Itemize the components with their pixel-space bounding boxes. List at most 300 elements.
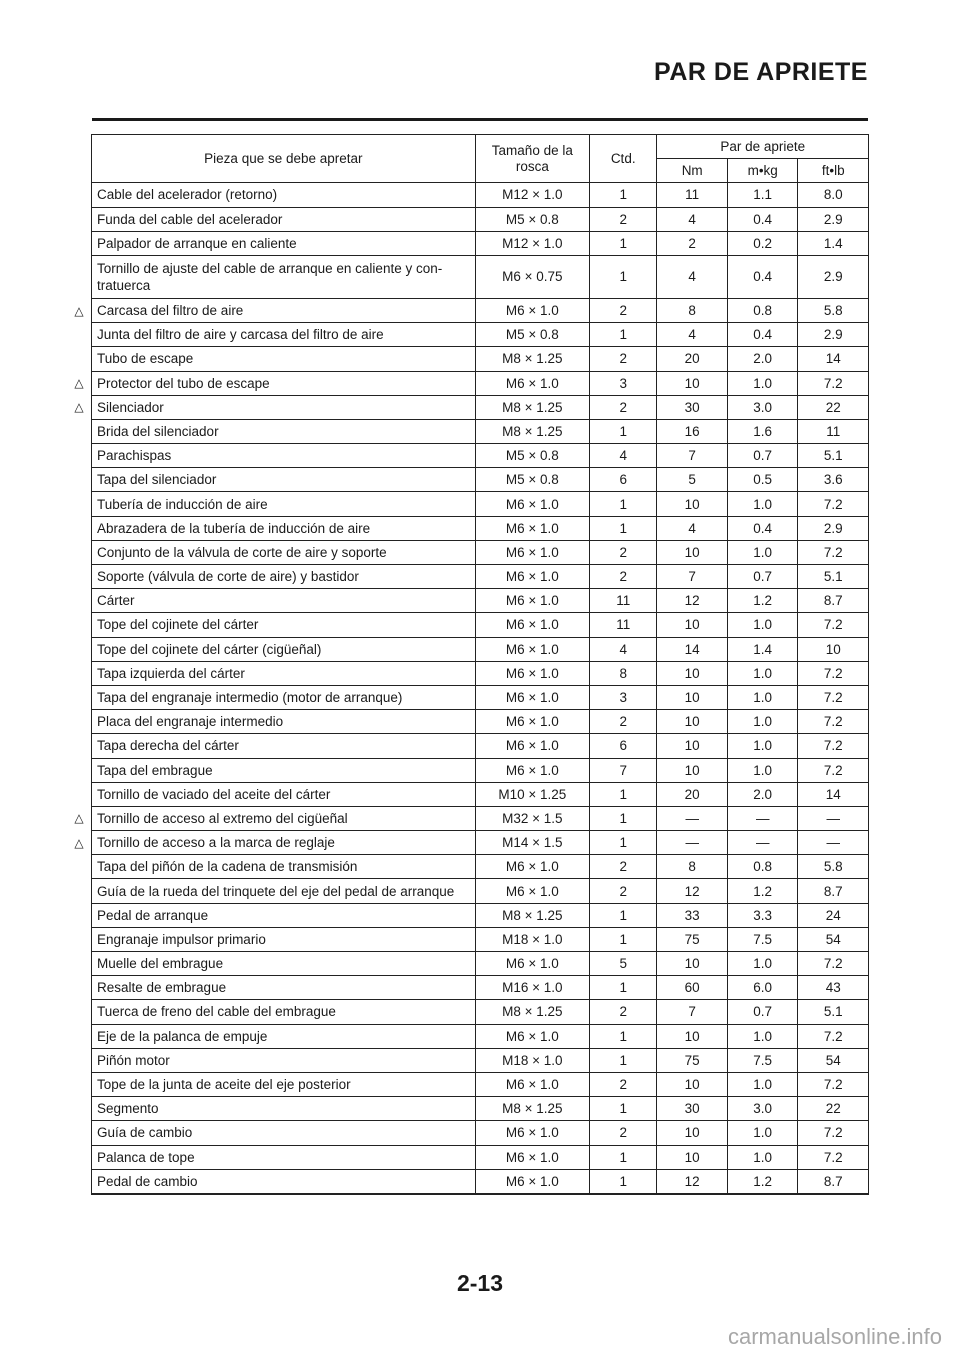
table-row	[92, 1145, 869, 1169]
cell-nm: 4	[657, 323, 727, 347]
cell-ftlb: 5.1	[798, 1000, 869, 1024]
cell-ftlb: 5.1	[798, 565, 869, 589]
cell-ftlb: 22	[798, 1097, 869, 1121]
cell-qty: 1	[589, 516, 657, 540]
cell-size: M6 × 1.0	[475, 1024, 589, 1048]
cell-ftlb: 3.6	[798, 468, 869, 492]
cell-size: M32 × 1.5	[475, 806, 589, 830]
cell-size: M6 × 1.0	[475, 1169, 589, 1194]
cell-part: Tornillo de ajuste del cable de arranque en caliente y con- tratuerca	[92, 255, 476, 298]
cell-qty: 6	[589, 468, 657, 492]
cell-part: Carcasa del filtro de aire	[92, 298, 476, 322]
cell-part: Tubería de inducción de aire	[92, 492, 476, 516]
cell-qty: 1	[589, 323, 657, 347]
cell-part: Tornillo de acceso a la marca de reglaje	[92, 831, 476, 855]
cell-size: M6 × 1.0	[475, 758, 589, 782]
cell-mkg: 1.6	[727, 419, 798, 443]
cell-ftlb: 2.9	[798, 516, 869, 540]
cell-qty: 5	[589, 952, 657, 976]
cell-part: Tapa izquierda del cárter	[92, 661, 476, 685]
table-row	[92, 831, 869, 855]
cell-nm: 20	[657, 782, 727, 806]
header-torque: Par de apriete	[657, 135, 869, 159]
cell-mkg: 0.7	[727, 444, 798, 468]
cell-nm: 30	[657, 1097, 727, 1121]
cell-mkg: —	[727, 831, 798, 855]
cell-ftlb: 22	[798, 395, 869, 419]
cell-qty: 2	[589, 347, 657, 371]
cell-size: M6 × 1.0	[475, 952, 589, 976]
cell-size: M6 × 1.0	[475, 661, 589, 685]
cell-qty: 2	[589, 540, 657, 564]
cell-qty: 3	[589, 371, 657, 395]
cell-ftlb: 7.2	[798, 685, 869, 709]
cell-mkg: 0.2	[727, 231, 798, 255]
cell-mkg: 0.4	[727, 207, 798, 231]
cell-mkg: 1.0	[727, 613, 798, 637]
table-row	[92, 661, 869, 685]
marker-triangle-icon: △	[74, 303, 84, 318]
cell-ftlb: 8.7	[798, 879, 869, 903]
cell-ftlb: 7.2	[798, 371, 869, 395]
cell-qty: 1	[589, 903, 657, 927]
cell-part: Funda del cable del acelerador	[92, 207, 476, 231]
header-nm: Nm	[657, 159, 727, 183]
cell-mkg: 1.0	[727, 492, 798, 516]
cell-size: M6 × 1.0	[475, 879, 589, 903]
cell-mkg: 1.0	[727, 1072, 798, 1096]
cell-part: Tornillo de vaciado del aceite del cárter	[92, 782, 476, 806]
cell-mkg: 1.0	[727, 371, 798, 395]
cell-nm: 20	[657, 347, 727, 371]
cell-qty: 2	[589, 1121, 657, 1145]
header-mkg: m•kg	[727, 159, 798, 183]
table-body	[92, 183, 869, 1194]
cell-qty: 1	[589, 255, 657, 298]
cell-nm: 12	[657, 589, 727, 613]
cell-qty: 1	[589, 927, 657, 951]
cell-part: Eje de la palanca de empuje	[92, 1024, 476, 1048]
cell-qty: 1	[589, 976, 657, 1000]
cell-ftlb: 5.1	[798, 444, 869, 468]
cell-ftlb: 7.2	[798, 710, 869, 734]
cell-size: M5 × 0.8	[475, 444, 589, 468]
table-row	[92, 444, 869, 468]
marker-triangle-icon: △	[74, 811, 84, 826]
header-size: Tamaño de la rosca	[475, 135, 589, 183]
cell-nm: 4	[657, 207, 727, 231]
table-row	[92, 927, 869, 951]
cell-ftlb: 8.7	[798, 1169, 869, 1194]
cell-part: Pedal de arranque	[92, 903, 476, 927]
cell-ftlb: 1.4	[798, 231, 869, 255]
cell-mkg: 7.5	[727, 1048, 798, 1072]
cell-nm: 4	[657, 516, 727, 540]
cell-nm: 10	[657, 1072, 727, 1096]
cell-qty: 2	[589, 879, 657, 903]
cell-qty: 1	[589, 1048, 657, 1072]
cell-nm: 10	[657, 492, 727, 516]
cell-nm: 4	[657, 255, 727, 298]
cell-part: Guía de la rueda del trinquete del eje del pedal de arranque	[92, 879, 476, 903]
page-number: 2-13	[456, 1270, 504, 1296]
cell-ftlb: 7.2	[798, 540, 869, 564]
cell-ftlb: —	[798, 806, 869, 830]
page-title: PAR DE APRIETE	[654, 58, 868, 86]
cell-ftlb: 7.2	[798, 758, 869, 782]
cell-size: M12 × 1.0	[475, 183, 589, 207]
cell-mkg: 0.4	[727, 323, 798, 347]
cell-part: Tapa del piñón de la cadena de transmisión	[92, 855, 476, 879]
cell-part: Guía de cambio	[92, 1121, 476, 1145]
cell-ftlb: —	[798, 831, 869, 855]
cell-size: M6 × 1.0	[475, 710, 589, 734]
cell-nm: 14	[657, 637, 727, 661]
cell-mkg: 0.8	[727, 855, 798, 879]
cell-qty: 1	[589, 1145, 657, 1169]
cell-nm: —	[657, 806, 727, 830]
cell-part: Tope del cojinete del cárter (cigüeñal)	[92, 637, 476, 661]
cell-qty: 1	[589, 183, 657, 207]
marker-column	[72, 0, 90, 1358]
cell-nm: 10	[657, 1024, 727, 1048]
cell-qty: 2	[589, 1072, 657, 1096]
cell-part: Tapa del engranaje intermedio (motor de arranque)	[92, 685, 476, 709]
cell-mkg: 0.7	[727, 1000, 798, 1024]
cell-nm: 75	[657, 1048, 727, 1072]
cell-part: Muelle del embrague	[92, 952, 476, 976]
cell-nm: 60	[657, 976, 727, 1000]
cell-ftlb: 54	[798, 1048, 869, 1072]
cell-nm: 16	[657, 419, 727, 443]
cell-ftlb: 7.2	[798, 1121, 869, 1145]
table-row	[92, 806, 869, 830]
table-row	[92, 207, 869, 231]
cell-mkg: 0.8	[727, 298, 798, 322]
cell-size: M6 × 1.0	[475, 298, 589, 322]
cell-size: M6 × 1.0	[475, 1121, 589, 1145]
torque-table	[91, 134, 869, 1195]
cell-mkg: 1.2	[727, 1169, 798, 1194]
cell-nm: 5	[657, 468, 727, 492]
cell-size: M6 × 1.0	[475, 685, 589, 709]
cell-nm: 10	[657, 661, 727, 685]
cell-nm: 8	[657, 855, 727, 879]
cell-size: M6 × 1.0	[475, 855, 589, 879]
cell-part: Tapa del silenciador	[92, 468, 476, 492]
cell-nm: 10	[657, 758, 727, 782]
cell-qty: 11	[589, 589, 657, 613]
cell-mkg: 1.0	[727, 540, 798, 564]
table-row	[92, 255, 869, 298]
cell-part: Tapa del embrague	[92, 758, 476, 782]
cell-nm: 10	[657, 1121, 727, 1145]
cell-part: Abrazadera de la tubería de inducción de aire	[92, 516, 476, 540]
table-row	[92, 782, 869, 806]
marker-triangle-icon: △	[74, 835, 84, 850]
cell-size: M18 × 1.0	[475, 1048, 589, 1072]
table-row	[92, 855, 869, 879]
cell-size: M14 × 1.5	[475, 831, 589, 855]
cell-qty: 4	[589, 444, 657, 468]
cell-size: M16 × 1.0	[475, 976, 589, 1000]
cell-nm: 10	[657, 613, 727, 637]
cell-part: Tubo de escape	[92, 347, 476, 371]
table-row	[92, 347, 869, 371]
cell-ftlb: 11	[798, 419, 869, 443]
table-row	[92, 492, 869, 516]
cell-size: M6 × 1.0	[475, 516, 589, 540]
cell-qty: 1	[589, 831, 657, 855]
cell-size: M5 × 0.8	[475, 468, 589, 492]
table-row	[92, 183, 869, 207]
table-row	[92, 323, 869, 347]
cell-nm: 30	[657, 395, 727, 419]
cell-size: M6 × 1.0	[475, 1072, 589, 1096]
cell-mkg: 2.0	[727, 347, 798, 371]
cell-part: Brida del silenciador	[92, 419, 476, 443]
cell-part: Segmento	[92, 1097, 476, 1121]
cell-part: Pedal de cambio	[92, 1169, 476, 1194]
header-qty: Ctd.	[589, 135, 657, 183]
cell-ftlb: 24	[798, 903, 869, 927]
cell-qty: 6	[589, 734, 657, 758]
cell-mkg: 3.0	[727, 1097, 798, 1121]
cell-mkg: 1.0	[727, 952, 798, 976]
cell-part: Parachispas	[92, 444, 476, 468]
cell-mkg: 1.0	[727, 758, 798, 782]
cell-nm: 10	[657, 952, 727, 976]
cell-mkg: 1.0	[727, 685, 798, 709]
cell-part: Tope del cojinete del cárter	[92, 613, 476, 637]
table-row	[92, 468, 869, 492]
cell-nm: 12	[657, 879, 727, 903]
table-row	[92, 1072, 869, 1096]
cell-mkg: 1.0	[727, 1145, 798, 1169]
cell-part: Soporte (válvula de corte de aire) y bastidor	[92, 565, 476, 589]
cell-mkg: 1.0	[727, 661, 798, 685]
cell-nm: 11	[657, 183, 727, 207]
cell-ftlb: 10	[798, 637, 869, 661]
cell-size: M8 × 1.25	[475, 1097, 589, 1121]
cell-nm: 7	[657, 444, 727, 468]
cell-size: M8 × 1.25	[475, 395, 589, 419]
cell-part: Protector del tubo de escape	[92, 371, 476, 395]
cell-part: Piñón motor	[92, 1048, 476, 1072]
header-ftlb: ft•lb	[798, 159, 869, 183]
cell-size: M6 × 1.0	[475, 371, 589, 395]
cell-nm: 10	[657, 1145, 727, 1169]
cell-mkg: 1.0	[727, 734, 798, 758]
cell-size: M6 × 1.0	[475, 492, 589, 516]
table-row	[92, 565, 869, 589]
cell-mkg: 0.7	[727, 565, 798, 589]
cell-ftlb: 7.2	[798, 734, 869, 758]
cell-size: M6 × 1.0	[475, 565, 589, 589]
cell-mkg: 1.0	[727, 1024, 798, 1048]
cell-ftlb: 14	[798, 782, 869, 806]
cell-nm: —	[657, 831, 727, 855]
cell-part: Engranaje impulsor primario	[92, 927, 476, 951]
cell-size: M6 × 1.0	[475, 1145, 589, 1169]
cell-size: M12 × 1.0	[475, 231, 589, 255]
cell-size: M8 × 1.25	[475, 903, 589, 927]
cell-part: Placa del engranaje intermedio	[92, 710, 476, 734]
cell-part: Tapa derecha del cárter	[92, 734, 476, 758]
cell-mkg: 3.3	[727, 903, 798, 927]
cell-ftlb: 7.2	[798, 661, 869, 685]
cell-ftlb: 7.2	[798, 1145, 869, 1169]
cell-qty: 2	[589, 1000, 657, 1024]
table-header-row	[92, 135, 869, 159]
cell-nm: 10	[657, 371, 727, 395]
cell-size: M6 × 1.0	[475, 613, 589, 637]
cell-qty: 2	[589, 855, 657, 879]
cell-part: Tope de la junta de aceite del eje posterior	[92, 1072, 476, 1096]
table-row	[92, 734, 869, 758]
table-row	[92, 395, 869, 419]
cell-size: M6 × 1.0	[475, 734, 589, 758]
cell-nm: 2	[657, 231, 727, 255]
cell-qty: 1	[589, 492, 657, 516]
cell-qty: 2	[589, 395, 657, 419]
cell-qty: 2	[589, 710, 657, 734]
cell-ftlb: 5.8	[798, 855, 869, 879]
table-row	[92, 1024, 869, 1048]
table-row	[92, 1169, 869, 1194]
table-row	[92, 1048, 869, 1072]
cell-part: Tornillo de acceso al extremo del cigüeñal	[92, 806, 476, 830]
marker-triangle-icon: △	[74, 400, 84, 415]
cell-part: Cárter	[92, 589, 476, 613]
cell-ftlb: 2.9	[798, 255, 869, 298]
cell-nm: 75	[657, 927, 727, 951]
cell-nm: 7	[657, 1000, 727, 1024]
cell-size: M6 × 1.0	[475, 637, 589, 661]
marker-triangle-icon: △	[74, 376, 84, 391]
cell-size: M6 × 1.0	[475, 540, 589, 564]
table-row	[92, 685, 869, 709]
cell-size: M6 × 1.0	[475, 589, 589, 613]
cell-nm: 33	[657, 903, 727, 927]
cell-mkg: 1.4	[727, 637, 798, 661]
table-row	[92, 710, 869, 734]
cell-ftlb: 2.9	[798, 207, 869, 231]
cell-qty: 1	[589, 1024, 657, 1048]
cell-size: M8 × 1.25	[475, 347, 589, 371]
table-row	[92, 1000, 869, 1024]
header-part: Pieza que se debe apretar	[92, 135, 476, 183]
cell-part: Tuerca de freno del cable del embrague	[92, 1000, 476, 1024]
cell-qty: 1	[589, 1097, 657, 1121]
cell-mkg: —	[727, 806, 798, 830]
table-row	[92, 613, 869, 637]
cell-qty: 2	[589, 207, 657, 231]
table-row	[92, 758, 869, 782]
cell-qty: 2	[589, 298, 657, 322]
cell-part: Palpador de arranque en caliente	[92, 231, 476, 255]
cell-mkg: 1.0	[727, 710, 798, 734]
cell-size: M8 × 1.25	[475, 419, 589, 443]
cell-nm: 10	[657, 540, 727, 564]
cell-mkg: 0.4	[727, 516, 798, 540]
cell-ftlb: 8.0	[798, 183, 869, 207]
cell-qty: 3	[589, 685, 657, 709]
cell-ftlb: 8.7	[798, 589, 869, 613]
cell-nm: 10	[657, 685, 727, 709]
cell-ftlb: 7.2	[798, 952, 869, 976]
cell-qty: 1	[589, 782, 657, 806]
cell-qty: 1	[589, 419, 657, 443]
cell-part: Cable del acelerador (retorno)	[92, 183, 476, 207]
cell-mkg: 6.0	[727, 976, 798, 1000]
cell-mkg: 2.0	[727, 782, 798, 806]
cell-size: M10 × 1.25	[475, 782, 589, 806]
cell-mkg: 7.5	[727, 927, 798, 951]
cell-nm: 8	[657, 298, 727, 322]
table-row	[92, 371, 869, 395]
cell-size: M5 × 0.8	[475, 207, 589, 231]
cell-mkg: 3.0	[727, 395, 798, 419]
cell-mkg: 0.5	[727, 468, 798, 492]
cell-qty: 1	[589, 1169, 657, 1194]
cell-nm: 10	[657, 710, 727, 734]
table-row	[92, 419, 869, 443]
cell-nm: 12	[657, 1169, 727, 1194]
watermark: carmanualsonline.info	[727, 1324, 942, 1349]
cell-mkg: 1.2	[727, 879, 798, 903]
cell-part: Silenciador	[92, 395, 476, 419]
cell-part: Conjunto de la válvula de corte de aire y soporte	[92, 540, 476, 564]
cell-ftlb: 54	[798, 927, 869, 951]
cell-qty: 7	[589, 758, 657, 782]
cell-mkg: 1.1	[727, 183, 798, 207]
table-row	[92, 589, 869, 613]
table-row	[92, 903, 869, 927]
cell-size: M8 × 1.25	[475, 1000, 589, 1024]
cell-ftlb: 43	[798, 976, 869, 1000]
table-row	[92, 298, 869, 322]
table-row	[92, 1097, 869, 1121]
cell-ftlb: 7.2	[798, 1072, 869, 1096]
cell-nm: 7	[657, 565, 727, 589]
cell-mkg: 0.4	[727, 255, 798, 298]
cell-size: M18 × 1.0	[475, 927, 589, 951]
table-row	[92, 952, 869, 976]
cell-ftlb: 7.2	[798, 492, 869, 516]
table-row	[92, 231, 869, 255]
cell-part: Palanca de tope	[92, 1145, 476, 1169]
cell-ftlb: 7.2	[798, 613, 869, 637]
cell-qty: 1	[589, 806, 657, 830]
cell-part: Resalte de embrague	[92, 976, 476, 1000]
cell-mkg: 1.2	[727, 589, 798, 613]
cell-ftlb: 5.8	[798, 298, 869, 322]
cell-part: Junta del filtro de aire y carcasa del filtro de aire	[92, 323, 476, 347]
cell-size: M6 × 0.75	[475, 255, 589, 298]
table-row	[92, 540, 869, 564]
table-row	[92, 879, 869, 903]
table-row	[92, 1121, 869, 1145]
cell-qty: 11	[589, 613, 657, 637]
table-row	[92, 637, 869, 661]
cell-qty: 2	[589, 565, 657, 589]
cell-nm: 10	[657, 734, 727, 758]
cell-ftlb: 14	[798, 347, 869, 371]
cell-qty: 1	[589, 231, 657, 255]
cell-size: M5 × 0.8	[475, 323, 589, 347]
cell-qty: 8	[589, 661, 657, 685]
